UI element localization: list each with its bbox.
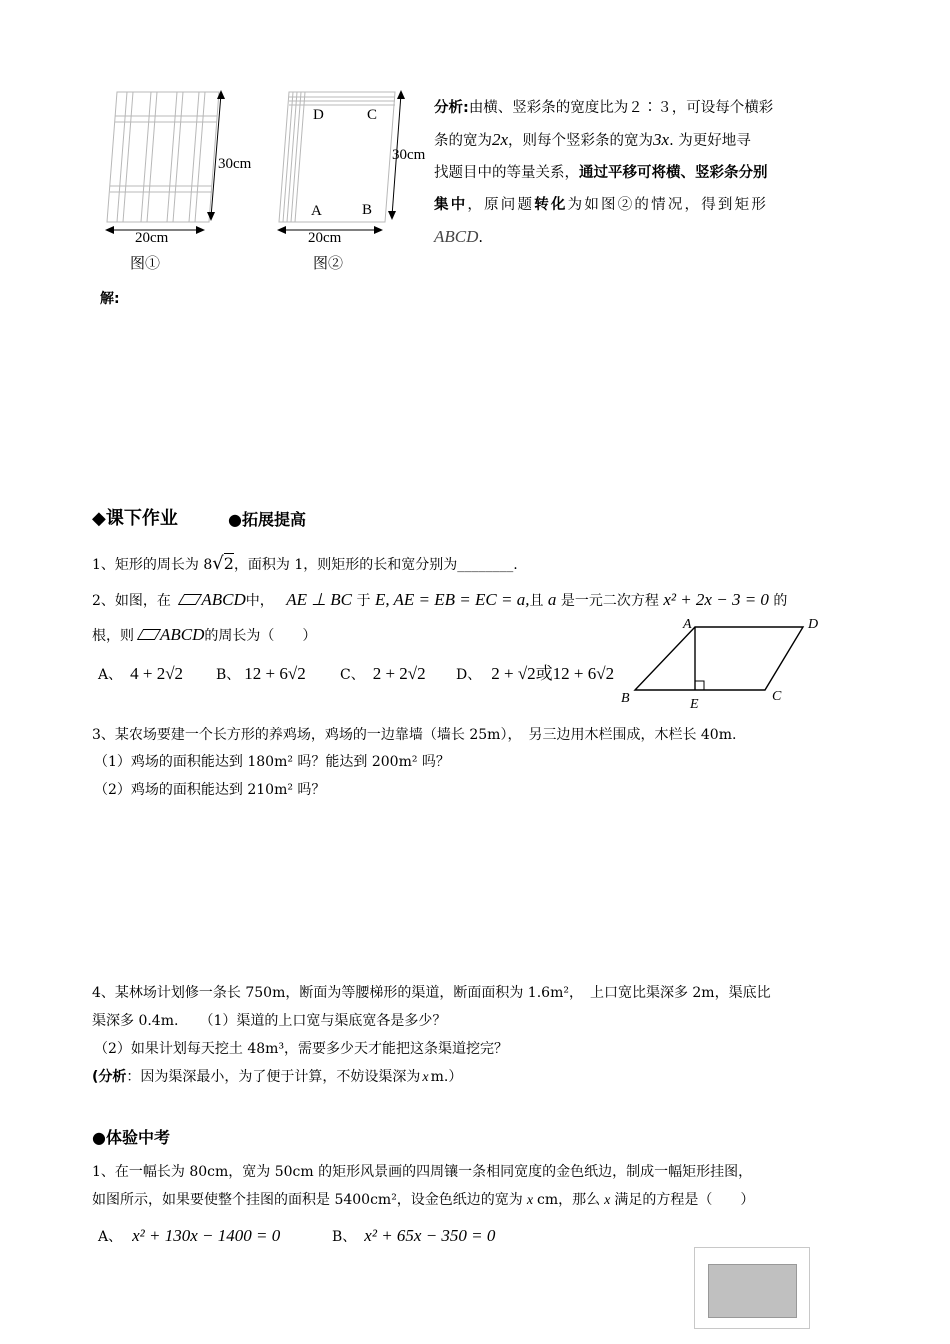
pt-E: E	[690, 697, 699, 712]
hw-q1-sqrt: 2	[223, 554, 234, 573]
exam-q1-option-A[interactable]: A、 x² + 130x − 1400 = 0	[98, 1226, 281, 1245]
hw-q2-figure	[615, 612, 830, 712]
analysis-line: 由横、竖彩条的宽度比为２∶３，可设每个横彩	[468, 100, 774, 116]
hw-q3-line2: （1）鸡场的面积能达到 180m² 吗？能达到 200m² 吗？	[94, 754, 450, 770]
parallelogram-icon	[137, 629, 161, 640]
analysis-line: 找题目中的等量关系，	[434, 165, 579, 181]
fig2-point-D: D	[313, 107, 324, 123]
right-angle-mark	[695, 681, 704, 690]
hw-q2-text: 根，则	[92, 628, 134, 644]
hw-q4-var: x	[422, 1070, 429, 1085]
fig2-side-label: 30cm	[392, 147, 426, 163]
hw-q2-text: 的	[773, 593, 788, 609]
exam-q1-text: 如图所示，如果要使整个挂图的面积是 5400cm²，设金色纸边的宽为	[92, 1192, 523, 1208]
fig1-bottom-label: 20cm	[135, 230, 169, 246]
fig1-stripe	[117, 92, 127, 222]
parallelogram-shape	[635, 627, 803, 690]
hw-q2-line2	[92, 625, 316, 646]
hw-q2-option-D[interactable]: D、 2 + √2或12 + 6√2	[456, 664, 615, 683]
pt-C: C	[772, 689, 782, 704]
pt-A: A	[683, 617, 692, 632]
hw-q2-option-A[interactable]: A、 4 + 2√2	[98, 664, 184, 683]
analysis-line: ，则每个竖彩条的宽为	[508, 133, 654, 149]
hw-q2-text: 2、如图，在	[92, 593, 171, 609]
analysis-line: 为如图②的情况，得到矩形	[567, 197, 769, 213]
hw-q2-text: 且	[529, 593, 544, 609]
hw-q2-var: a	[547, 590, 557, 609]
analysis-emphasis: 转化	[534, 197, 568, 213]
hw-q4-line2: 渠深多 0.4m. （1）渠道的上口宽与渠底宽各是多少？	[92, 1013, 447, 1029]
hw-q2-text: 于	[356, 593, 371, 609]
figure-1	[95, 82, 255, 252]
homework-title: ◆课下作业	[92, 508, 178, 529]
fig2-point-B: B	[362, 202, 373, 218]
hw-q3-line1: 3、某农场要建一个长方形的养鸡场，鸡场的一边靠墙（墙长 25m）， 另三边用木栏围成，木栏长 40m.	[92, 727, 737, 743]
figure-2	[275, 82, 445, 252]
hw-q2-par: ABCD	[201, 590, 246, 609]
hw-q1-text: 1、矩形的周长为 8	[92, 557, 213, 573]
analysis-line: . 为更好地寻	[669, 133, 751, 149]
exam-q1-text: 满足的方程是（ ）	[614, 1192, 755, 1208]
exam-q1-var: x	[526, 1193, 534, 1208]
pt-B: B	[621, 691, 630, 706]
hw-q2-line1	[92, 590, 787, 611]
hw-q2-text: 是一元二次方程	[560, 593, 659, 609]
fig1-side-label: 30cm	[218, 156, 252, 172]
hw-q2-text: 的周长为（ ）	[204, 628, 317, 644]
hw-q2-par: ABCD	[160, 625, 205, 644]
hw-q4-line4	[92, 1067, 462, 1088]
rect-ABCD: ABCD	[434, 227, 479, 246]
hw-q4-line1: 4、某林场计划修一条长 750m，断面为等腰梯形的渠道，断面面积为 1.6m²， 上口宽比渠深多 2m，渠底比	[92, 985, 771, 1001]
fig1-caption: 图①	[130, 254, 161, 272]
exam-q1-line2	[92, 1190, 754, 1211]
framed-picture-figure	[694, 1247, 810, 1329]
analysis-line: .	[478, 230, 483, 246]
var-3x: 3x	[653, 130, 670, 149]
analysis-label: 分析:	[434, 100, 469, 116]
hw-q2-option-B[interactable]: B、 12 + 6√2	[216, 664, 306, 683]
picture-area	[708, 1264, 797, 1318]
pt-D: D	[808, 617, 819, 632]
fig2-bottom-label: 20cm	[308, 230, 342, 246]
parallelogram-icon	[178, 594, 202, 605]
var-2x: 2x	[492, 130, 509, 149]
analysis-emphasis: 集中	[434, 197, 468, 213]
analysis-line: 条的宽为	[434, 133, 492, 149]
hw-q4-analysis-label: (分析	[92, 1069, 127, 1085]
hw-q2-option-C[interactable]: C、 2 + 2√2	[340, 664, 426, 683]
analysis-emphasis: 通过平移可将横、竖彩条分别	[579, 165, 768, 181]
exam-q1-var: x	[604, 1193, 611, 1208]
exam-q1-line1: 1、在一幅长为 80cm，宽为 50cm 的矩形风景画的四周镶一条相同宽度的金色纸边，制成一幅矩形挂图，	[92, 1164, 753, 1180]
solution-label: 解:	[100, 291, 120, 307]
fig2-point-A: A	[311, 203, 322, 219]
hw-q4-text: m.）	[430, 1069, 463, 1085]
hw-q4-text: ：因为渠深最小，为了便于计算，不妨设渠深为	[126, 1069, 421, 1085]
hw-q2-eq: x² + 2x − 3 = 0	[663, 590, 769, 609]
hw-q3-line3: （2）鸡场的面积能达到 210m² 吗？	[94, 782, 326, 798]
fig2-caption: 图②	[313, 254, 344, 272]
hw-q1-text: ，面积为 1，则矩形的长和宽分别为________.	[233, 557, 518, 573]
fig1-outline	[107, 92, 219, 222]
exam-title: ●体验中考	[92, 1128, 170, 1147]
fig2-point-C: C	[367, 107, 378, 123]
hw-q1: 1、矩形的周长为 8√2，面积为 1，则矩形的长和宽分别为________.	[92, 553, 518, 574]
exam-q1-option-B[interactable]: B、 x² + 65x − 350 = 0	[332, 1226, 496, 1245]
homework-subtitle: ●拓展提高	[228, 510, 306, 529]
exam-q1-text: cm，那么	[537, 1192, 601, 1208]
hw-q2-cond: AE ⊥ BC	[286, 590, 353, 609]
analysis-block	[434, 92, 824, 254]
hw-q2-text: 中，	[245, 593, 274, 609]
hw-q4-line3: （2）如果计划每天挖土 48m³，需要多少天才能把这条渠道挖完？	[94, 1041, 509, 1057]
analysis-line: ，原问题	[467, 197, 535, 213]
hw-q2-cond2: E, AE = EB = EC = a,	[374, 590, 530, 609]
